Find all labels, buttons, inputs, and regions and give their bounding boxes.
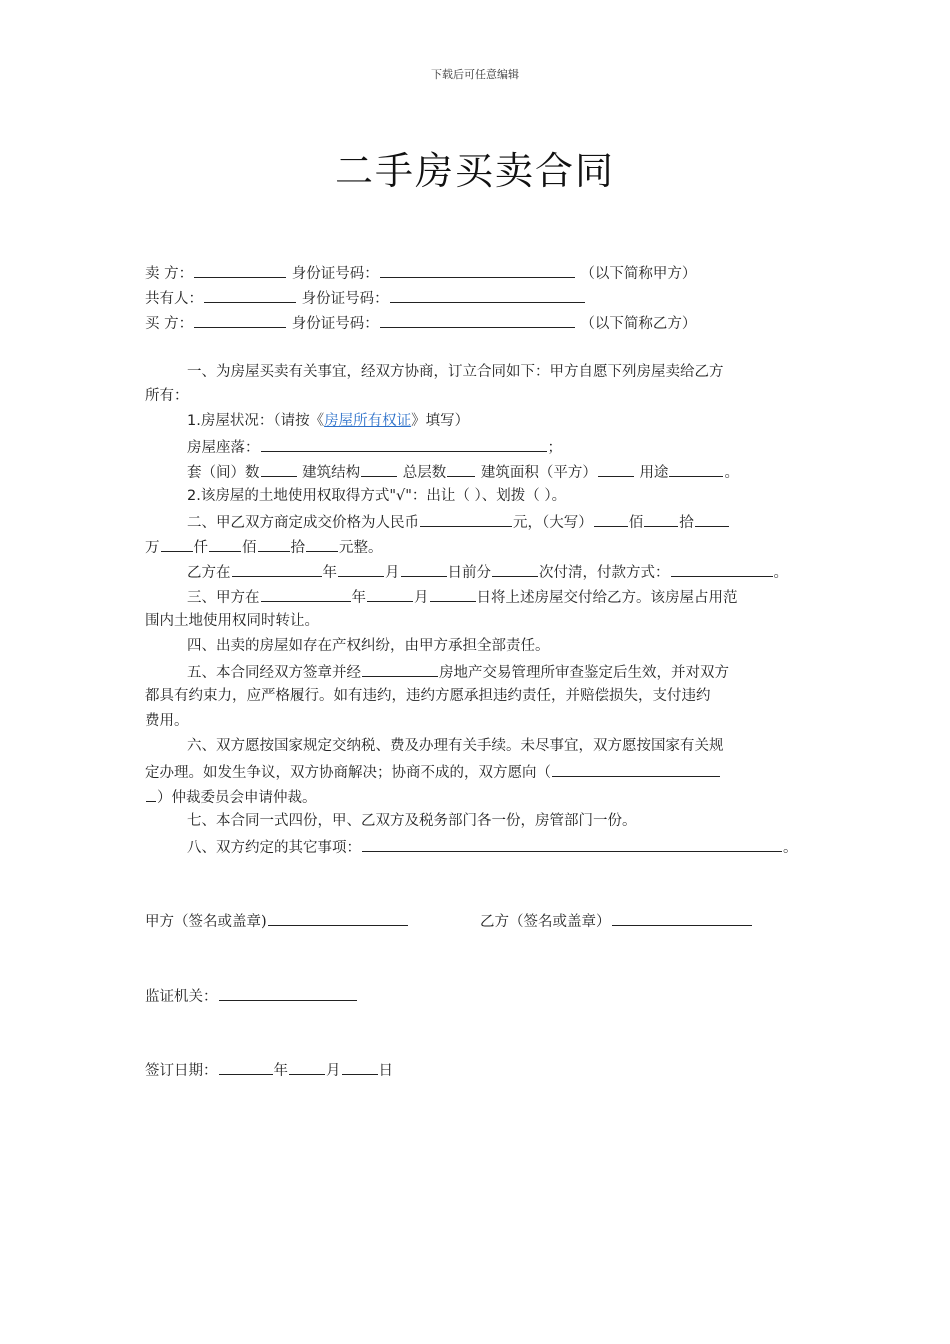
clause-6-line-3 [145,786,317,808]
price-field[interactable] [420,511,512,527]
seller-id-field[interactable] [380,262,575,278]
shi-label: 拾 [679,515,694,531]
buyer-id-field[interactable] [380,312,575,328]
house-details-line [187,461,739,483]
price-upper-label: 元，（大写） [513,515,593,531]
clause-2-line-2 [145,536,383,558]
delivery-year-label: 年 [351,590,366,606]
clause-5-line-2: 都具有约束力，应严格履行。如有违约，违约方愿承担违约责任，并赔偿损失，支付违约 [145,688,711,704]
area-label: 建筑面积（平方） [480,465,597,481]
location-end: ； [547,440,562,456]
delivery-month-label: 月 [414,590,429,606]
clause-5-line-3: 费用。 [145,713,189,729]
delivery-year-field[interactable] [261,586,351,602]
seller-label: 卖 方： [145,266,194,282]
seller-suffix: （以下简称甲方） [580,266,697,282]
delivery-day-field[interactable] [430,586,476,602]
delivery-month-field[interactable] [367,586,413,602]
clause-5-text-b: 房地产交易管理所审查鉴定后生效，并对双方 [439,665,729,681]
seller-line [145,262,696,284]
area-field[interactable] [598,461,634,477]
location-field[interactable] [261,436,547,452]
buyer-label: 买 方： [145,316,194,332]
date-day-label: 日 [378,1063,393,1079]
buyer-line [145,312,696,334]
pay-year-field[interactable] [232,561,322,577]
clause-8-end: 。 [783,840,798,856]
pay-label: 乙方在 [187,565,231,581]
seller-id-label: 身份证号码： [291,266,379,282]
house-location-line [187,436,562,458]
price-shi-field[interactable] [644,511,678,527]
clause-3-line-1 [187,586,738,608]
house-status-line [187,411,469,431]
pay-times-field[interactable] [492,561,538,577]
authority-field[interactable] [219,985,357,1001]
other-matters-field[interactable] [362,836,782,852]
party-b-label: 乙方（签名或盖章） [480,914,611,930]
co-owner-name-field[interactable] [204,287,296,303]
structure-field[interactable] [361,461,397,477]
party-a-label: 甲方（签名或盖章) [145,914,267,930]
clause-7: 七、本合同一式四份，甲、乙双方及税务部门各一份，房管部门一份。 [187,813,637,829]
price-yuan-field[interactable] [306,536,338,552]
bai2-label: 佰 [242,540,257,556]
contract-title: 二手房买卖合同 [334,149,615,193]
delivery-text: 日将上述房屋交付给乙方。该房屋占用范 [476,590,738,606]
co-owner-line [145,287,586,309]
seller-name-field[interactable] [194,262,286,278]
wan-label: 万 [145,540,160,556]
ownership-certificate-link[interactable]: 房屋所有权证 [324,413,412,429]
clause-6-text: 定办理。如发生争议，双方协商解决；协商不成的，双方愿向（ [145,765,551,781]
clause-1-line-1: 一、为房屋买卖有关事宜，经双方协商，订立合同如下：甲方自愿下列房屋卖给乙方 [187,364,724,380]
pay-month-field[interactable] [338,561,384,577]
units-label: 套（间）数 [187,465,260,481]
arbitration-field[interactable] [552,761,720,777]
pay-end: 。 [773,565,788,581]
clause-5-text-a: 五、本合同经双方签章并经 [187,665,361,681]
co-owner-id-field[interactable] [390,287,585,303]
party-b-signature [480,910,753,932]
price-bai-field[interactable] [594,511,628,527]
trade-office-field[interactable] [362,661,438,677]
clause-3-line-2: 围内土地使用权同时转让。 [145,613,319,629]
party-a-signature-field[interactable] [268,910,408,926]
clause-4: 四、出卖的房屋如存在产权纠纷，由甲方承担全部责任。 [187,638,550,654]
land-use-text: 该房屋的土地使用权取得方式"√"：出让（ ）、划拨（ ）。 [200,488,567,504]
floors-label: 总层数 [402,465,447,481]
house-status-number: 1. [187,413,201,429]
party-b-signature-field[interactable] [612,910,752,926]
signing-date-line [145,1059,393,1081]
date-month-label: 月 [326,1063,341,1079]
price-bai2-field[interactable] [209,536,241,552]
qian-label: 仟 [193,540,208,556]
land-use-number: 2. [187,488,201,504]
authority-line [145,985,358,1007]
floors-field[interactable] [447,461,475,477]
pay-month-label: 月 [385,565,400,581]
structure-label: 建筑结构 [302,465,361,481]
pay-day-field[interactable] [401,561,447,577]
units-field[interactable] [261,461,297,477]
clause-5-line-1 [187,661,729,683]
pay-year-label: 年 [322,565,337,581]
header-note: 下载后可任意编辑 [431,68,519,81]
authority-label: 监证机关： [145,989,218,1005]
yuan-label: 元整。 [339,540,383,556]
clause-6-end: ）仲裁委员会申请仲裁。 [157,790,317,806]
price-shi2-field[interactable] [258,536,290,552]
clause-6-line-2 [145,761,721,783]
co-owner-id-label: 身份证号码： [301,291,389,307]
clause-8 [187,836,798,858]
price-wan-field[interactable] [695,511,729,527]
payment-line [187,561,788,583]
price-label: 二、甲乙双方商定成交价格为人民币 [187,515,419,531]
clause-2-line-1 [187,511,730,533]
buyer-suffix: （以下简称乙方） [580,316,697,332]
clause-1-line-2: 所有： [145,388,189,404]
date-day-field[interactable] [342,1059,378,1075]
pay-method-label: 次付清，付款方式： [539,565,670,581]
pay-method-field[interactable] [671,561,773,577]
usage-end: 。 [724,465,739,481]
house-status-text-a: 房屋状况：（请按《 [200,413,325,429]
party-a-signature [145,910,409,932]
arbitration-field-cont[interactable] [146,786,156,802]
house-status-text-b: 》填写） [411,413,470,429]
shi2-label: 拾 [290,540,305,556]
land-use-line [187,486,566,506]
date-year-field[interactable] [219,1059,273,1075]
date-year-label: 年 [273,1063,288,1079]
date-month-field[interactable] [289,1059,325,1075]
pay-day-label: 日前分 [447,565,491,581]
price-qian-field[interactable] [161,536,193,552]
location-label: 房屋座落： [187,440,260,456]
clause-6-line-1: 六、双方愿按国家规定交纳税、费及办理有关手续。未尽事宜，双方愿按国家有关规 [187,738,724,754]
buyer-id-label: 身份证号码： [291,316,379,332]
co-owner-label: 共有人： [145,291,203,307]
delivery-label: 三、甲方在 [187,590,260,606]
buyer-name-field[interactable] [194,312,286,328]
bai-label: 佰 [628,515,644,531]
clause-8-text: 八、双方约定的其它事项： [187,840,361,856]
usage-label: 用途 [639,465,669,481]
usage-field[interactable] [669,461,723,477]
date-label: 签订日期： [145,1063,218,1079]
